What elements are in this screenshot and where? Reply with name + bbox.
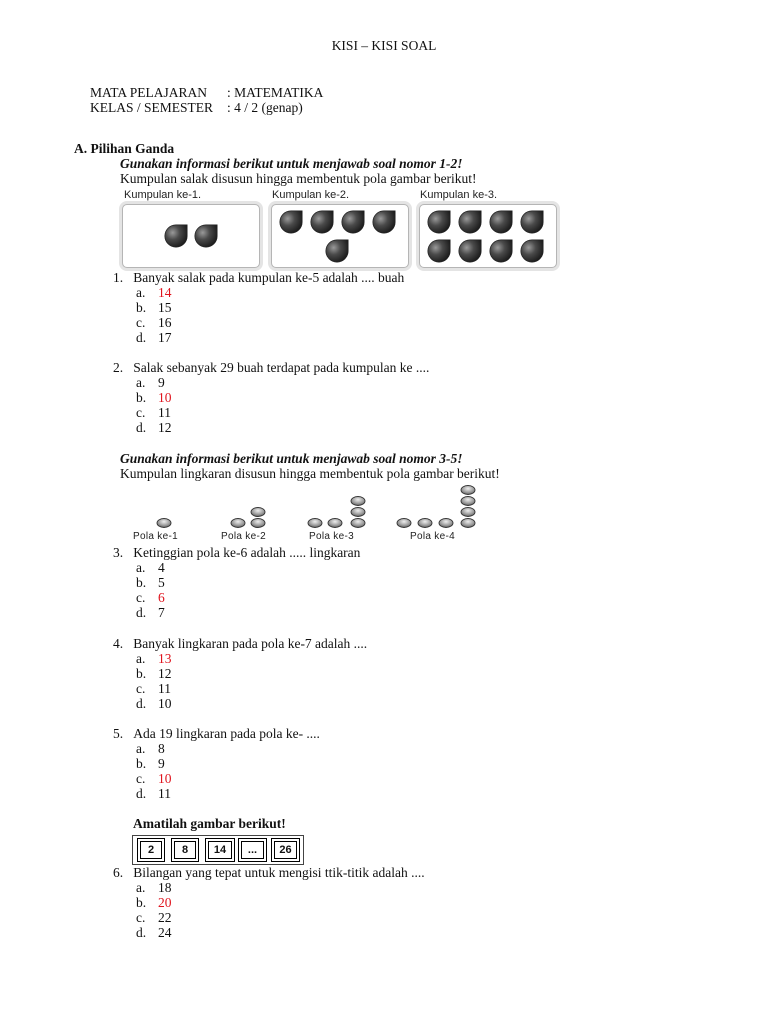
option-value: 15 bbox=[158, 300, 172, 315]
option-value-correct: 10 bbox=[158, 390, 172, 405]
question-number: 1. bbox=[113, 270, 124, 285]
option-letter: b. bbox=[136, 756, 147, 771]
sequence-box: 26 bbox=[271, 838, 300, 862]
option-letter: d. bbox=[136, 605, 147, 620]
option-letter: a. bbox=[136, 560, 146, 575]
option-value: 11 bbox=[158, 405, 171, 420]
option-value-correct: 13 bbox=[158, 651, 172, 666]
group1-intro: Kumpulan salak disusun hingga membentuk pola gambar berikut! bbox=[120, 171, 477, 186]
circle-icon bbox=[251, 519, 265, 528]
salak-icon bbox=[459, 240, 481, 262]
salak-group-3 bbox=[420, 205, 556, 267]
option-1a bbox=[136, 285, 172, 300]
option-5b bbox=[136, 756, 165, 771]
class-value: : 4 / 2 (genap) bbox=[227, 100, 303, 115]
question-number: 6. bbox=[113, 865, 124, 880]
question-number: 4. bbox=[113, 636, 124, 651]
salak-icon bbox=[373, 211, 395, 233]
group1-instruction: Gunakan informasi berikut untuk menjawab soal nomor 1-2! bbox=[120, 156, 463, 171]
option-value: 9 bbox=[158, 756, 165, 771]
option-4d bbox=[136, 696, 172, 711]
caption-pola-1: Pola ke-1 bbox=[133, 531, 178, 542]
question-text: Banyak lingkaran pada pola ke-7 adalah .... bbox=[133, 636, 368, 651]
page-title: KISI – KISI SOAL bbox=[331, 38, 437, 53]
circle-icon bbox=[351, 497, 365, 506]
circle-icon bbox=[461, 519, 475, 528]
caption-pola-4: Pola ke-4 bbox=[410, 531, 455, 542]
option-2c bbox=[136, 405, 171, 420]
circle-icon bbox=[231, 519, 245, 528]
option-letter: c. bbox=[136, 910, 146, 925]
option-letter: b. bbox=[136, 390, 147, 405]
circle-icon bbox=[461, 497, 475, 506]
salak-box-2 bbox=[271, 204, 409, 268]
option-value: 12 bbox=[158, 420, 172, 435]
option-3c bbox=[136, 590, 165, 605]
caption-pola-3: Pola ke-3 bbox=[309, 531, 354, 542]
option-value: 22 bbox=[158, 910, 172, 925]
circle-icon bbox=[439, 519, 453, 528]
salak-icon bbox=[490, 240, 512, 262]
option-letter: d. bbox=[136, 420, 147, 435]
question-number: 5. bbox=[113, 726, 124, 741]
option-2b bbox=[136, 390, 172, 405]
salak-group-2 bbox=[272, 205, 408, 267]
option-5c bbox=[136, 771, 172, 786]
salak-icon bbox=[459, 211, 481, 233]
subject-label: MATA PELAJARAN bbox=[90, 85, 208, 100]
question-number: 2. bbox=[113, 360, 124, 375]
option-value: 17 bbox=[158, 330, 172, 345]
circle-icon bbox=[418, 519, 432, 528]
salak-icon bbox=[521, 211, 543, 233]
option-value: 10 bbox=[158, 696, 172, 711]
option-value: 8 bbox=[158, 741, 165, 756]
option-1d bbox=[136, 330, 172, 345]
question-2 bbox=[113, 360, 429, 375]
salak-icon bbox=[326, 240, 348, 262]
salak-icon bbox=[428, 240, 450, 262]
circle-icon bbox=[397, 519, 411, 528]
group2-intro: Kumpulan lingkaran disusun hingga membentuk pola gambar berikut! bbox=[120, 466, 500, 481]
salak-box-1 bbox=[122, 204, 260, 268]
sequence-box: 2 bbox=[137, 838, 165, 862]
salak-box-3 bbox=[419, 204, 557, 268]
option-letter: d. bbox=[136, 696, 147, 711]
option-value: 12 bbox=[158, 666, 172, 681]
caption-kumpulan-3: Kumpulan ke-3. bbox=[420, 189, 498, 201]
option-value: 16 bbox=[158, 315, 172, 330]
class-label: KELAS / SEMESTER bbox=[90, 100, 214, 115]
option-value: 24 bbox=[158, 925, 172, 940]
option-value: 9 bbox=[158, 375, 165, 390]
question-text: Bilangan yang tepat untuk mengisi ttik-titik adalah .... bbox=[133, 865, 425, 880]
question-5 bbox=[113, 726, 320, 741]
group2-instruction: Gunakan informasi berikut untuk menjawab soal nomor 3-5! bbox=[120, 451, 463, 466]
option-4a bbox=[136, 651, 172, 666]
option-letter: a. bbox=[136, 375, 146, 390]
salak-icon bbox=[428, 211, 450, 233]
circle-pattern-figure bbox=[120, 482, 500, 532]
option-value-correct: 10 bbox=[158, 771, 172, 786]
section-heading: A. Pilihan Ganda bbox=[74, 141, 175, 156]
option-letter: b. bbox=[136, 300, 147, 315]
option-value: 11 bbox=[158, 786, 171, 801]
salak-icon bbox=[342, 211, 364, 233]
caption-kumpulan-2: Kumpulan ke-2. bbox=[272, 189, 350, 201]
option-6c bbox=[136, 910, 172, 925]
option-letter: a. bbox=[136, 651, 146, 666]
option-letter: a. bbox=[136, 741, 146, 756]
option-value-correct: 20 bbox=[158, 895, 172, 910]
question-3 bbox=[113, 545, 360, 560]
question-text: Banyak salak pada kumpulan ke-5 adalah .... buah bbox=[133, 270, 405, 285]
option-value: 4 bbox=[158, 560, 165, 575]
option-letter: b. bbox=[136, 895, 147, 910]
caption-pola-2: Pola ke-2 bbox=[221, 531, 266, 542]
option-value: 7 bbox=[158, 605, 165, 620]
salak-icon bbox=[165, 225, 187, 247]
circle-icon bbox=[157, 519, 171, 528]
question-text: Ada 19 lingkaran pada pola ke- .... bbox=[133, 726, 320, 741]
option-3d bbox=[136, 605, 165, 620]
question-4 bbox=[113, 636, 367, 651]
option-3a bbox=[136, 560, 165, 575]
subject-value: : MATEMATIKA bbox=[227, 85, 324, 100]
salak-group-1 bbox=[123, 205, 259, 267]
question-text: Salak sebanyak 29 buah terdapat pada kumpulan ke .... bbox=[133, 360, 430, 375]
option-2d bbox=[136, 420, 172, 435]
option-value-correct: 14 bbox=[158, 285, 172, 300]
question-6 bbox=[113, 865, 425, 880]
circle-icon bbox=[328, 519, 342, 528]
salak-icon bbox=[280, 211, 302, 233]
option-1c bbox=[136, 315, 172, 330]
circle-icon bbox=[251, 508, 265, 517]
option-6a bbox=[136, 880, 172, 895]
option-letter: c. bbox=[136, 771, 146, 786]
option-1b bbox=[136, 300, 172, 315]
salak-icon bbox=[490, 211, 512, 233]
option-letter: c. bbox=[136, 590, 146, 605]
option-4c bbox=[136, 681, 171, 696]
circle-icon bbox=[351, 519, 365, 528]
question-text: Ketinggian pola ke-6 adalah ..... lingkaran bbox=[133, 545, 361, 560]
option-value: 18 bbox=[158, 880, 172, 895]
circle-icon bbox=[461, 486, 475, 495]
option-value-correct: 6 bbox=[158, 590, 165, 605]
circle-icon bbox=[351, 508, 365, 517]
option-letter: a. bbox=[136, 880, 146, 895]
salak-icon bbox=[311, 211, 333, 233]
option-6d bbox=[136, 925, 172, 940]
option-letter: c. bbox=[136, 405, 146, 420]
option-value: 11 bbox=[158, 681, 171, 696]
option-letter: d. bbox=[136, 786, 147, 801]
option-4b bbox=[136, 666, 172, 681]
salak-icon bbox=[195, 225, 217, 247]
question-number: 3. bbox=[113, 545, 124, 560]
salak-icon bbox=[521, 240, 543, 262]
circle-icon bbox=[461, 508, 475, 517]
sequence-box: 8 bbox=[171, 838, 199, 862]
option-5a bbox=[136, 741, 165, 756]
option-3b bbox=[136, 575, 165, 590]
option-letter: b. bbox=[136, 575, 147, 590]
option-5d bbox=[136, 786, 171, 801]
option-letter: c. bbox=[136, 681, 146, 696]
circle-icon bbox=[308, 519, 322, 528]
option-letter: c. bbox=[136, 315, 146, 330]
option-2a bbox=[136, 375, 165, 390]
option-letter: d. bbox=[136, 330, 147, 345]
option-letter: d. bbox=[136, 925, 147, 940]
option-letter: b. bbox=[136, 666, 147, 681]
option-value: 5 bbox=[158, 575, 165, 590]
option-6b bbox=[136, 895, 172, 910]
sequence-box-blank: ... bbox=[238, 838, 267, 862]
group3-instruction: Amatilah gambar berikut! bbox=[133, 816, 286, 831]
sequence-box: 14 bbox=[205, 838, 235, 862]
option-letter: a. bbox=[136, 285, 146, 300]
caption-kumpulan-1: Kumpulan ke-1. bbox=[124, 189, 202, 201]
question-1 bbox=[113, 270, 404, 285]
